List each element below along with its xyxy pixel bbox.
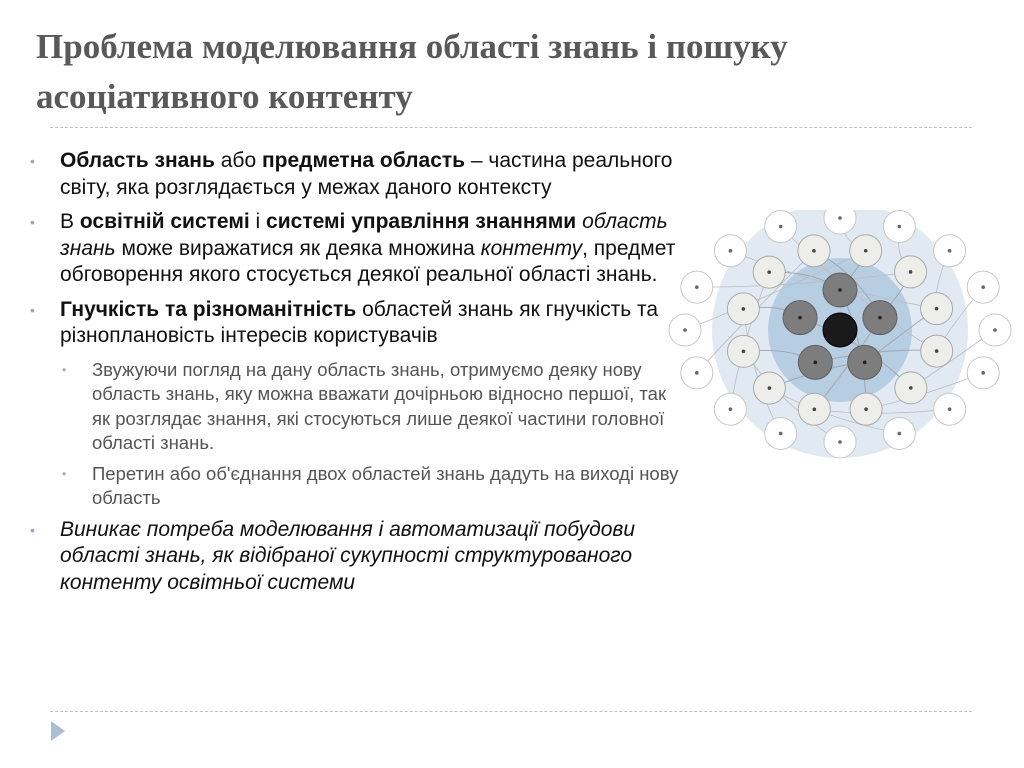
node-dot xyxy=(863,361,867,365)
node-dot xyxy=(864,249,868,253)
bullet-marker: • xyxy=(30,153,35,169)
node-dot xyxy=(935,307,939,311)
triangle-right-icon[interactable] xyxy=(51,721,65,741)
term-edu-system: освітній системі xyxy=(79,210,250,233)
node-dot xyxy=(742,350,746,354)
node-dot xyxy=(798,316,802,320)
bullet-text: може виражатися як деяка множина xyxy=(115,236,481,260)
top-divider xyxy=(50,127,972,128)
node-dot xyxy=(838,216,842,220)
sub-bullet-text: Перетин або об'єднання двох областей знань дадуть на виході нову область xyxy=(92,462,679,508)
bullet-text: , предмет обговорення якого стосується деякої реальної області знань. xyxy=(60,236,676,286)
node-dot xyxy=(981,285,985,289)
bullet-marker: • xyxy=(62,362,67,377)
center-node xyxy=(823,313,857,347)
term-domain-italic: область знань xyxy=(60,210,668,260)
node-dot xyxy=(767,270,771,274)
bullet-text: або xyxy=(214,149,262,172)
node-dot xyxy=(683,328,687,332)
term-content-italic: контенту xyxy=(480,236,583,260)
bullet-item xyxy=(30,209,680,289)
node-dot xyxy=(898,225,902,229)
bullet-text: – частина реального світу, яка розглядається у межах даного контексту xyxy=(60,149,673,199)
node-dot xyxy=(838,288,842,292)
bullet-text: і xyxy=(249,210,267,233)
node-dot xyxy=(948,407,952,411)
node-dot xyxy=(812,407,816,411)
node-dot xyxy=(779,432,783,436)
bullet-item xyxy=(30,517,680,597)
slide-title: Проблема моделювання області знань і пошуку асоціативного контенту xyxy=(36,27,788,116)
node-dot xyxy=(729,407,733,411)
node-dot xyxy=(779,225,783,229)
node-dot xyxy=(695,371,699,375)
node-dot xyxy=(935,349,939,353)
node-dot xyxy=(864,407,868,411)
node-dot xyxy=(695,285,699,289)
term-flexibility: Гнучкість та різноманітність xyxy=(60,297,357,321)
bullet-marker: • xyxy=(30,521,35,538)
term-domain: Область знань xyxy=(60,149,215,172)
node-dot xyxy=(909,270,913,274)
node-dot xyxy=(812,249,816,253)
node-dot xyxy=(909,386,913,390)
bullet-marker: • xyxy=(30,214,35,230)
bullet-marker: • xyxy=(30,301,35,318)
node-dot xyxy=(729,249,733,253)
bullet-item xyxy=(30,297,680,350)
bullet-item xyxy=(30,148,680,201)
node-dot xyxy=(814,361,818,365)
slide-content xyxy=(30,148,680,604)
sub-bullet-text: Звужуючи погляд на дану область знань, отримуємо деяку нову область знань, яку можна вважати дочірньою відносно першої, так як розглядає знання, які стосуються лише деякої частини головної області знань. xyxy=(92,358,667,453)
node-dot xyxy=(742,307,746,311)
node-dot xyxy=(838,440,842,444)
node-dot xyxy=(768,386,772,390)
node-dot xyxy=(898,432,902,436)
term-km-system: системі управління знаннями xyxy=(266,210,577,233)
bullet-text: В xyxy=(60,210,80,233)
node-dot xyxy=(993,328,997,332)
bullet-marker: • xyxy=(62,466,67,481)
concentric-network-icon xyxy=(664,210,1024,460)
bottom-divider xyxy=(50,711,972,712)
node-dot xyxy=(878,316,882,320)
conclusion-text: Виникає потреба моделювання і автоматизації побудови області знань, як відібраної сукупності структурованого контенту освітньої системи xyxy=(60,517,636,594)
sub-bullet-item xyxy=(62,358,680,456)
node-dot xyxy=(948,249,952,253)
bullet-text: областей знань як гнучкість та різноплановість інтересів користувачів xyxy=(60,297,659,347)
sub-bullet-item xyxy=(62,462,680,511)
node-dot xyxy=(981,371,985,375)
term-subject-area: предметна область xyxy=(261,149,466,172)
